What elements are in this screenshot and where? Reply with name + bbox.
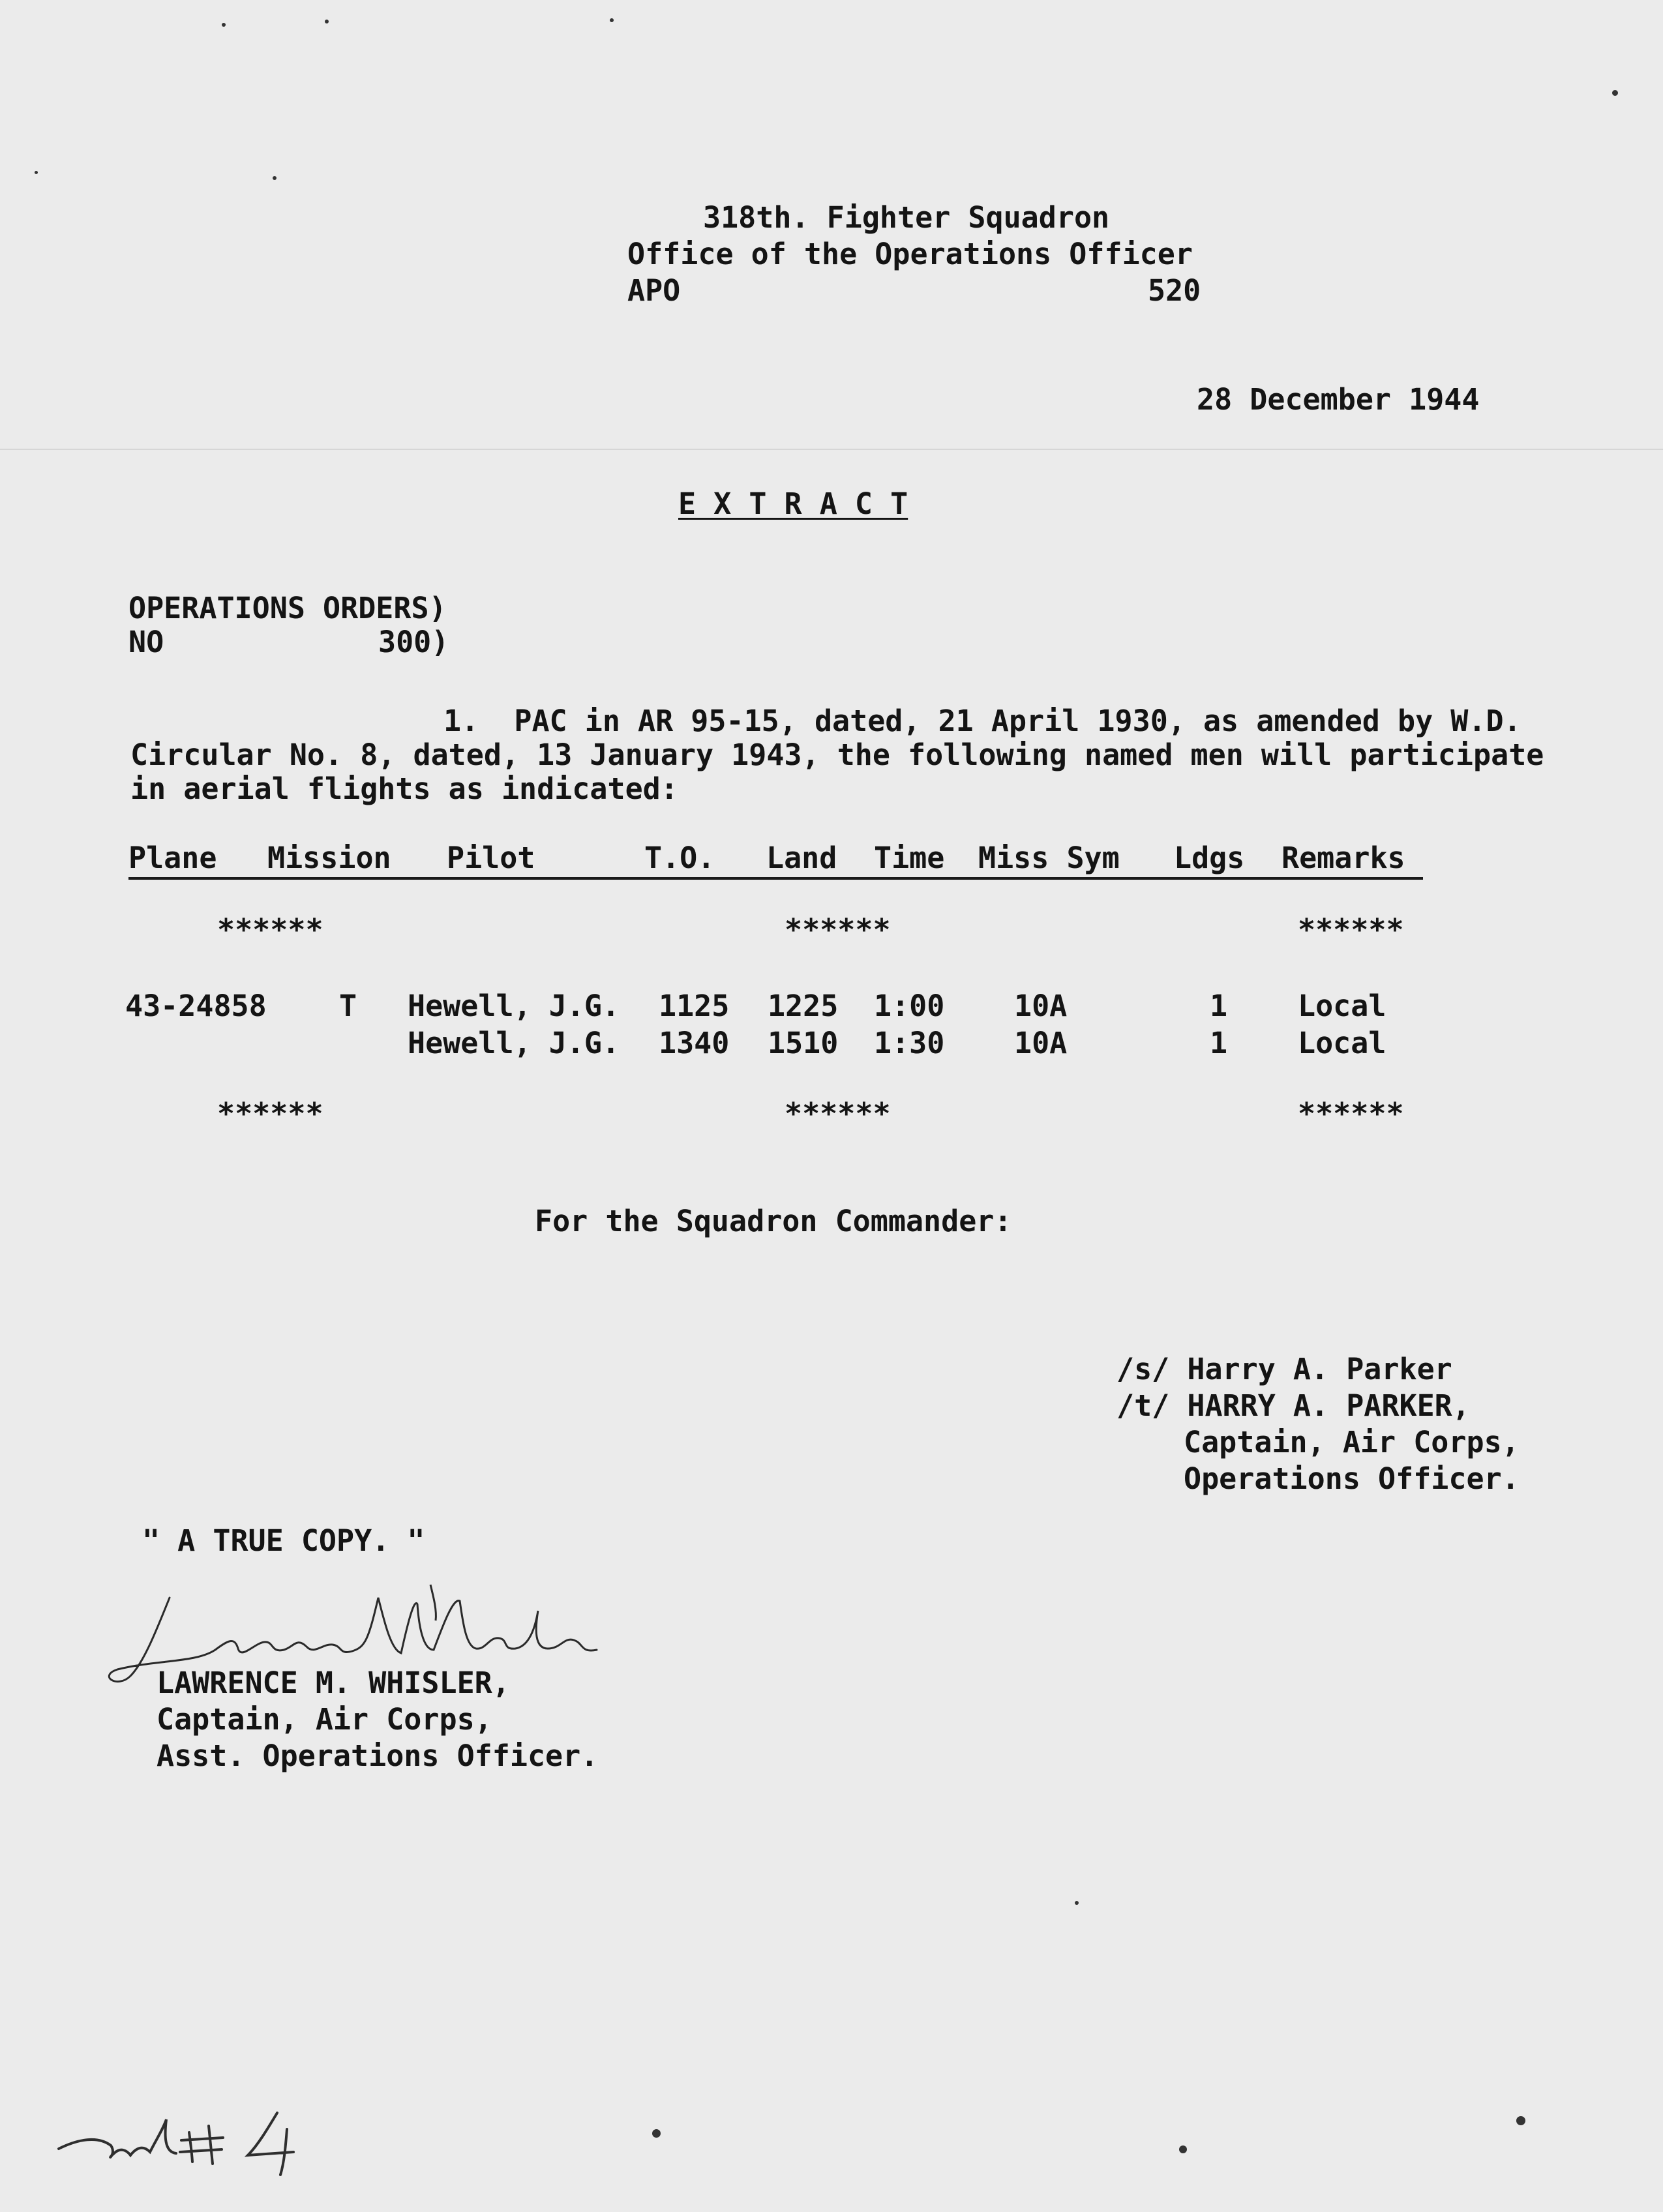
- true-copy-label: " A TRUE COPY. ": [142, 1523, 425, 1558]
- scan-speck: [1612, 90, 1618, 96]
- scan-speck: [1516, 2116, 1525, 2125]
- cell-to: 1340: [659, 1026, 730, 1060]
- cell-time: 1:30: [874, 1026, 945, 1060]
- header-remarks: Remarks: [1281, 841, 1405, 875]
- header-miss-sym: Miss Sym: [978, 841, 1120, 875]
- scan-speck: [273, 176, 277, 180]
- paragraph-line-2: Circular No. 8, dated, 13 January 1943, the following named men will participate: [130, 738, 1544, 772]
- letterhead-apo-label: APO: [627, 273, 681, 308]
- scan-speck: [610, 18, 614, 22]
- signature-position: Operations Officer.: [1184, 1461, 1520, 1496]
- cell-land: 1225: [768, 989, 839, 1023]
- cell-remarks: Local: [1298, 989, 1386, 1023]
- separator-middle-top: ******: [785, 912, 891, 947]
- cell-plane: 43-24858: [125, 989, 267, 1023]
- signature-rank: Captain, Air Corps,: [1184, 1425, 1520, 1459]
- document-title: E X T R A C T: [678, 486, 908, 521]
- letterhead-office: Office of the Operations Officer: [627, 237, 1193, 271]
- cell-miss-sym: 10A: [1014, 1026, 1068, 1060]
- scan-speck: [1075, 1901, 1079, 1905]
- cell-to: 1125: [659, 989, 730, 1023]
- header-pilot: Pilot: [447, 841, 535, 875]
- orders-label: OPERATIONS ORDERS): [128, 591, 447, 625]
- certifier-name: LAWRENCE M. WHISLER,: [157, 1666, 510, 1700]
- cell-pilot: Hewell, J.G.: [408, 989, 620, 1023]
- certifier-position: Asst. Operations Officer.: [157, 1739, 599, 1773]
- scan-speck: [222, 23, 226, 27]
- scan-speck: [325, 20, 329, 23]
- scan-speck: [35, 171, 38, 174]
- certifier-rank: Captain, Air Corps,: [157, 1702, 492, 1737]
- orders-no-label: NO: [128, 625, 164, 659]
- paragraph-line-3: in aerial flights as indicated:: [130, 771, 678, 806]
- cell-miss-sym: 10A: [1014, 989, 1068, 1023]
- closing-line: For the Squadron Commander:: [535, 1204, 1012, 1238]
- scan-speck: [1179, 2145, 1187, 2153]
- separator-right-top: ******: [1298, 912, 1404, 947]
- paragraph-line-1: 1. PAC in AR 95-15, dated, 21 April 1930, as amended by W.D.: [443, 704, 1521, 738]
- cell-land: 1510: [768, 1026, 839, 1060]
- separator-left-top: ******: [217, 912, 323, 947]
- handwritten-margin-note: [52, 2100, 352, 2178]
- header-time: Time: [874, 841, 945, 875]
- letterhead-unit: 318th. Fighter Squadron: [703, 200, 1110, 235]
- header-ldgs: Ldgs: [1174, 841, 1245, 875]
- header-to: T.O.: [644, 841, 715, 875]
- cell-remarks: Local: [1298, 1026, 1386, 1060]
- letterhead-apo-number: 520: [1148, 273, 1201, 308]
- scan-speck: [652, 2129, 661, 2138]
- signature-t-line: /t/ HARRY A. PARKER,: [1116, 1388, 1470, 1423]
- separator-middle-bottom: ******: [785, 1096, 891, 1131]
- cell-time: 1:00: [874, 989, 945, 1023]
- cell-mission: T: [339, 989, 357, 1023]
- header-plane: Plane: [128, 841, 217, 875]
- separator-left-bottom: ******: [217, 1096, 323, 1131]
- signature-s-line: /s/ Harry A. Parker: [1116, 1352, 1452, 1386]
- separator-right-bottom: ******: [1298, 1096, 1404, 1131]
- cell-pilot: Hewell, J.G.: [408, 1026, 620, 1060]
- header-land: Land: [766, 841, 837, 875]
- paper-fold-line: [0, 449, 1663, 450]
- document-date: 28 December 1944: [1197, 382, 1480, 417]
- header-underline: [128, 877, 1423, 880]
- cell-ldgs: 1: [1210, 989, 1228, 1023]
- orders-number: 300): [378, 625, 449, 659]
- header-mission: Mission: [267, 841, 391, 875]
- cell-ldgs: 1: [1210, 1026, 1228, 1060]
